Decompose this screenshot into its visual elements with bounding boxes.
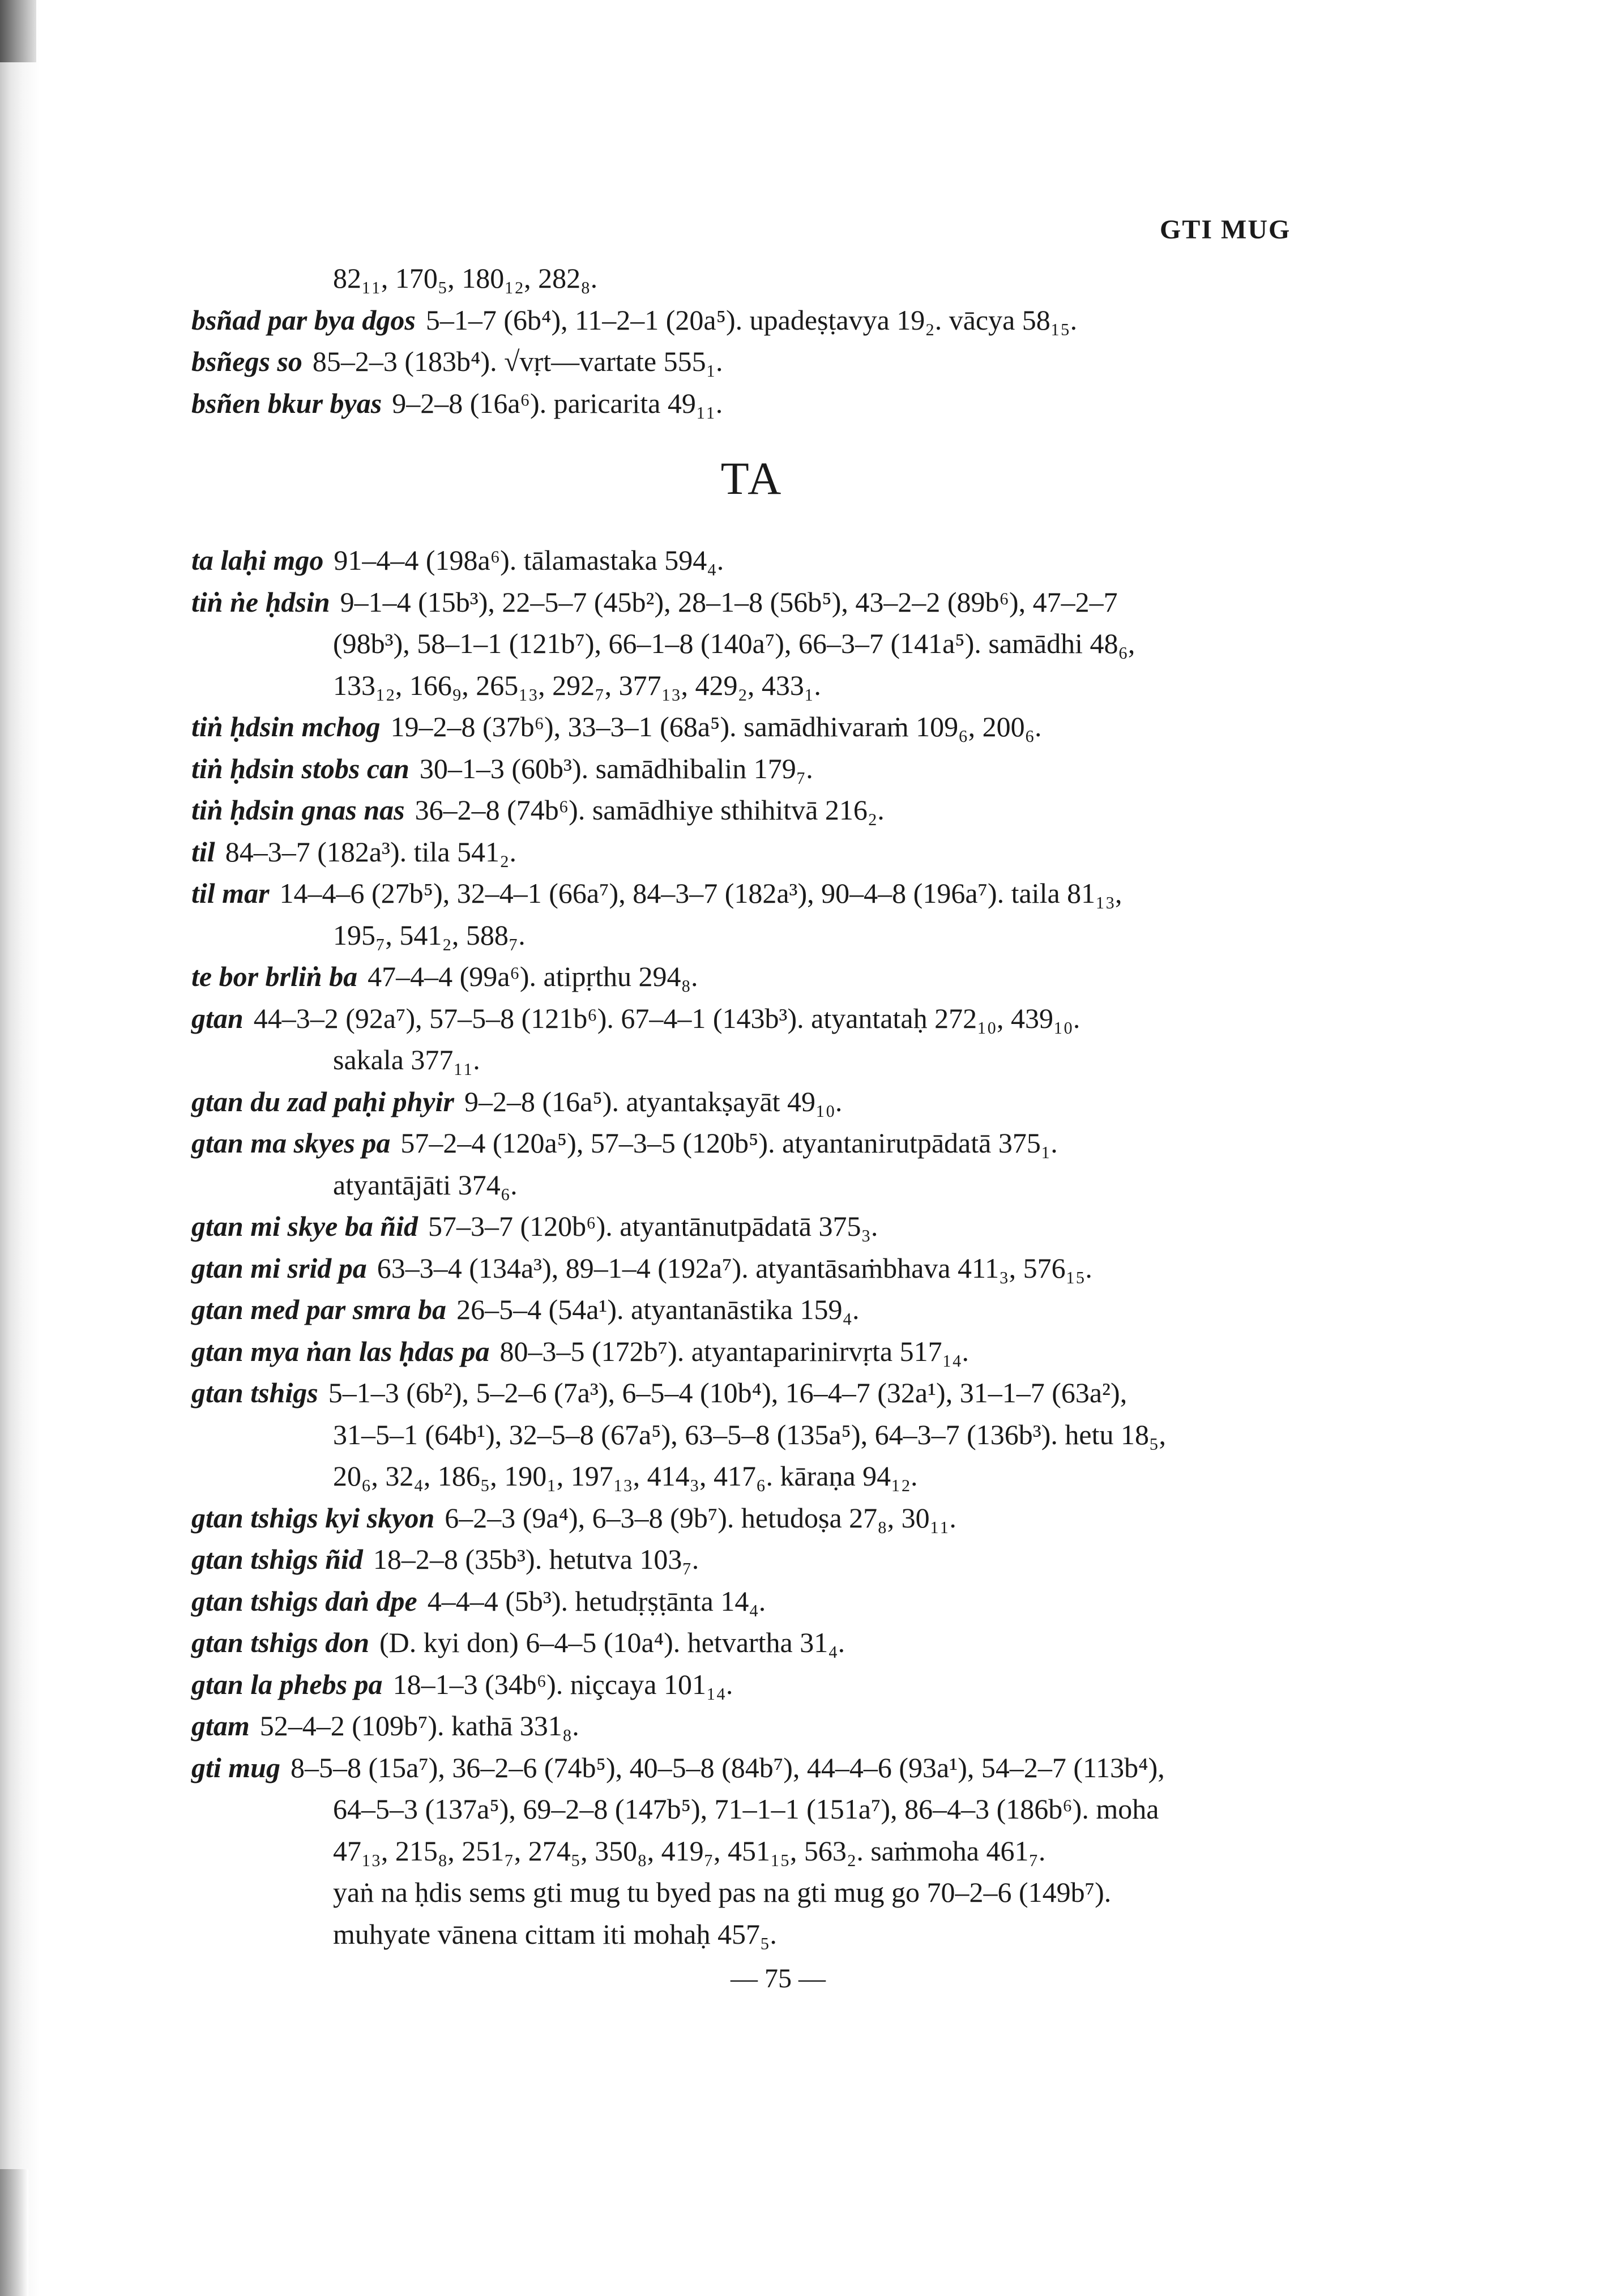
entry-references: 31–5–1 (64b¹), 32–5–8 (67a⁵), 63–5–8 (135a⁵), 64–3–7 (136b³). hetu 18₅, [333, 1418, 1166, 1450]
glossary-continuation-line [191, 1830, 1313, 1872]
entry-references: 8–5–8 (15a⁷), 36–2–6 (74b⁵), 40–5–8 (84b⁷), 44–4–6 (93a¹), 54–2–7 (113b⁴), [290, 1751, 1165, 1783]
entry-term: til mar [191, 877, 270, 909]
entry-references: 9–2–8 (16a⁵). atyantakṣayāt 49₁₀. [464, 1085, 843, 1117]
entry-references: 5–1–3 (6b²), 5–2–6 (7a³), 6–5–4 (10b⁴), 16–4–7 (32a¹), 31–1–7 (63a²), [328, 1377, 1127, 1409]
entry-references: 36–2–8 (74b⁶). samādhiye sthihitvā 216₂. [415, 794, 885, 826]
entry-references: 47₁₃, 215₈, 251₇, 274₅, 350₈, 419₇, 451₁₅, 563₂. saṁmoha 461₇. [333, 1834, 1046, 1867]
glossary-entry [191, 582, 1313, 624]
glossary-entry [191, 1705, 1313, 1747]
scan-mark-top [0, 0, 36, 62]
glossary-entry [191, 1747, 1313, 1789]
entry-references: 57–3–7 (120b⁶). atyantānutpādatā 375₃. [428, 1210, 878, 1242]
entry-references: 44–3–2 (92a⁷), 57–5–8 (121b⁶). 67–4–1 (143b³). atyantataḥ 272₁₀, 439₁₀. [253, 1002, 1080, 1034]
entry-references: 85–2–3 (183b⁴). √vṛt—vartate 555₁. [312, 345, 723, 377]
glossary-continuation-line [191, 1456, 1313, 1497]
glossary-entry [191, 1081, 1313, 1123]
entry-term: bsñen bkur byas [191, 387, 382, 419]
entry-references: 14–4–6 (27b⁵), 32–4–1 (66a⁷), 84–3–7 (182a³), 90–4–8 (196a⁷). taila 81₁₃, [279, 877, 1122, 909]
entry-term: gtan du zad paḥi phyir [191, 1085, 455, 1117]
entry-references: muhyate vānena cittam iti mohaḥ 457₅. [333, 1918, 777, 1950]
entry-term: gtan tshigs [191, 1377, 318, 1409]
glossary-continuation-line [191, 1914, 1313, 1956]
entries-after-heading [191, 540, 1313, 1955]
glossary-entry [191, 1123, 1313, 1164]
glossary-entry [191, 748, 1313, 790]
entry-term: gtan tshigs ñid [191, 1543, 363, 1575]
entry-term: gtam [191, 1710, 250, 1742]
glossary-entry [191, 300, 1313, 342]
entry-references: (D. kyi don) 6–4–5 (10a⁴). hetvartha 31₄. [379, 1627, 845, 1658]
entry-term: gtan mya ṅan las ḥdas pa [191, 1335, 490, 1367]
glossary-entry [191, 998, 1313, 1040]
entry-references: atyantājāti 374₆. [333, 1168, 518, 1201]
entry-term: gtan tshigs don [191, 1627, 370, 1658]
entry-references: 52–4–2 (109b⁷). kathā 331₈. [259, 1710, 579, 1742]
entry-term: bsñegs so [191, 345, 302, 377]
glossary-continuation-line [191, 915, 1313, 957]
glossary-entry [191, 1664, 1313, 1706]
entry-term: bsñad par bya dgos [191, 304, 416, 336]
entry-references: 80–3–5 (172b⁷). atyantaparinirvṛta 517₁₄. [499, 1335, 969, 1367]
glossary-entry [191, 706, 1313, 748]
entry-references: sakala 377₁₁. [333, 1044, 480, 1076]
entry-term: gtan tshigs kyi skyon [191, 1501, 435, 1534]
glossary-continuation-line [191, 1872, 1313, 1914]
glossary-entry [191, 1539, 1313, 1581]
glossary-continuation-line [191, 1789, 1313, 1830]
entry-term: tiṅ ḥdsin stobs can [191, 752, 409, 784]
entry-term: te bor brliṅ ba [191, 961, 358, 992]
glossary-continuation-line [191, 1039, 1313, 1081]
glossary-entry [191, 383, 1313, 425]
glossary-entry [191, 956, 1313, 998]
scan-mark-bottom [0, 2169, 28, 2296]
entry-references: 47–4–4 (99a⁶). atipṛthu 294₈. [368, 961, 698, 992]
entry-term: gtan mi skye ba ñid [191, 1210, 418, 1242]
entry-references: 26–5–4 (54a¹). atyantanāstika 159₄. [456, 1294, 860, 1325]
entry-references: 84–3–7 (182a³). tila 541₂. [225, 835, 516, 868]
glossary-entry [191, 1622, 1313, 1664]
entry-references: 9–1–4 (15b³), 22–5–7 (45b²), 28–1–8 (56b⁵), 43–2–2 (89b⁶), 47–2–7 [340, 586, 1118, 618]
entry-references: 18–2–8 (35b³). hetutva 103₇. [373, 1543, 699, 1575]
glossary-continuation-line [191, 1164, 1313, 1206]
running-head: GTI MUG [1160, 215, 1291, 245]
entry-references: 20₆, 32₄, 186₅, 190₁, 197₁₃, 414₃, 417₆. kāraṇa 94₁₂. [333, 1460, 918, 1492]
glossary-entry [191, 789, 1313, 831]
scan-shadow-edge [0, 0, 40, 2296]
glossary-entry [191, 1497, 1313, 1539]
glossary-entry [191, 1289, 1313, 1331]
entry-term: gtan mi srid pa [191, 1252, 367, 1284]
entry-references: 9–2–8 (16a⁶). paricarita 49₁₁. [392, 387, 723, 419]
entry-references: 82₁₁, 170₅, 180₁₂, 282₈. [333, 262, 598, 294]
entry-term: gtan la phebs pa [191, 1668, 383, 1700]
glossary-continuation-line [191, 665, 1313, 707]
glossary-entry [191, 1581, 1313, 1623]
glossary-entry [191, 341, 1313, 383]
entry-term: ta laḥi mgo [191, 544, 324, 576]
glossary-entry [191, 1206, 1313, 1248]
entry-term: til [191, 835, 215, 868]
page-number: — 75 — [731, 1964, 826, 1994]
glossary-page [191, 258, 1313, 1955]
entry-references: yaṅ na ḥdis sems gti mug tu byed pas na gti mug go 70–2–6 (149b⁷). [333, 1876, 1112, 1908]
glossary-continuation-line [191, 1414, 1313, 1456]
glossary-entry [191, 1372, 1313, 1414]
entry-term: tiṅ ḥdsin gnas nas [191, 794, 405, 826]
glossary-entry [191, 831, 1313, 873]
entry-references: 4–4–4 (5b³). hetudṛṣṭānta 14₄. [427, 1585, 766, 1617]
entry-references: 6–2–3 (9a⁴), 6–3–8 (9b⁷). hetudoṣa 27₈, 30₁₁. [445, 1501, 956, 1534]
glossary-continuation-line [191, 258, 1313, 300]
entry-references: (98b³), 58–1–1 (121b⁷), 66–1–8 (140a⁷), 66–3–7 (141a⁵). samādhi 48₆, [333, 628, 1135, 659]
entry-references: 30–1–3 (60b³). samādhibalin 179₇. [419, 752, 813, 784]
glossary-continuation-line [191, 623, 1313, 665]
entry-references: 133₁₂, 166₉, 265₁₃, 292₇, 377₁₃, 429₂, 433₁. [333, 669, 821, 701]
entries-before-heading [191, 258, 1313, 424]
glossary-entry [191, 873, 1313, 915]
entry-term: gti mug [191, 1751, 280, 1783]
glossary-entry [191, 1248, 1313, 1290]
entry-term: tiṅ ṅe ḥdsin [191, 586, 330, 618]
glossary-entry [191, 1331, 1313, 1373]
entry-term: gtan tshigs daṅ dpe [191, 1585, 417, 1617]
entry-references: 91–4–4 (198a⁶). tālamastaka 594₄. [334, 544, 724, 576]
entry-references: 64–5–3 (137a⁵), 69–2–8 (147b⁵), 71–1–1 (151a⁷), 86–4–3 (186b⁶). moha [333, 1793, 1159, 1825]
section-heading: TA [720, 453, 784, 504]
entry-references: 195₇, 541₂, 588₇. [333, 919, 526, 951]
entry-term: gtan ma skyes pa [191, 1127, 391, 1159]
glossary-entry [191, 540, 1313, 582]
entry-references: 19–2–8 (37b⁶), 33–3–1 (68a⁵). samādhivaraṁ 109₆, 200₆. [390, 711, 1042, 742]
entry-references: 63–3–4 (134a³), 89–1–4 (192a⁷). atyantāsaṁbhava 411₃, 576₁₅. [377, 1252, 1092, 1284]
entry-references: 5–1–7 (6b⁴), 11–2–1 (20a⁵). upadeṣṭavya 19₂. vācya 58₁₅. [425, 304, 1078, 336]
entry-term: gtan med par smra ba [191, 1294, 447, 1325]
entry-term: gtan [191, 1002, 244, 1034]
entry-references: 18–1–3 (34b⁶). niçcaya 101₁₄. [392, 1668, 733, 1700]
entry-references: 57–2–4 (120a⁵), 57–3–5 (120b⁵). atyantanirutpādatā 375₁. [400, 1127, 1058, 1159]
entry-term: tiṅ ḥdsin mchog [191, 711, 381, 742]
